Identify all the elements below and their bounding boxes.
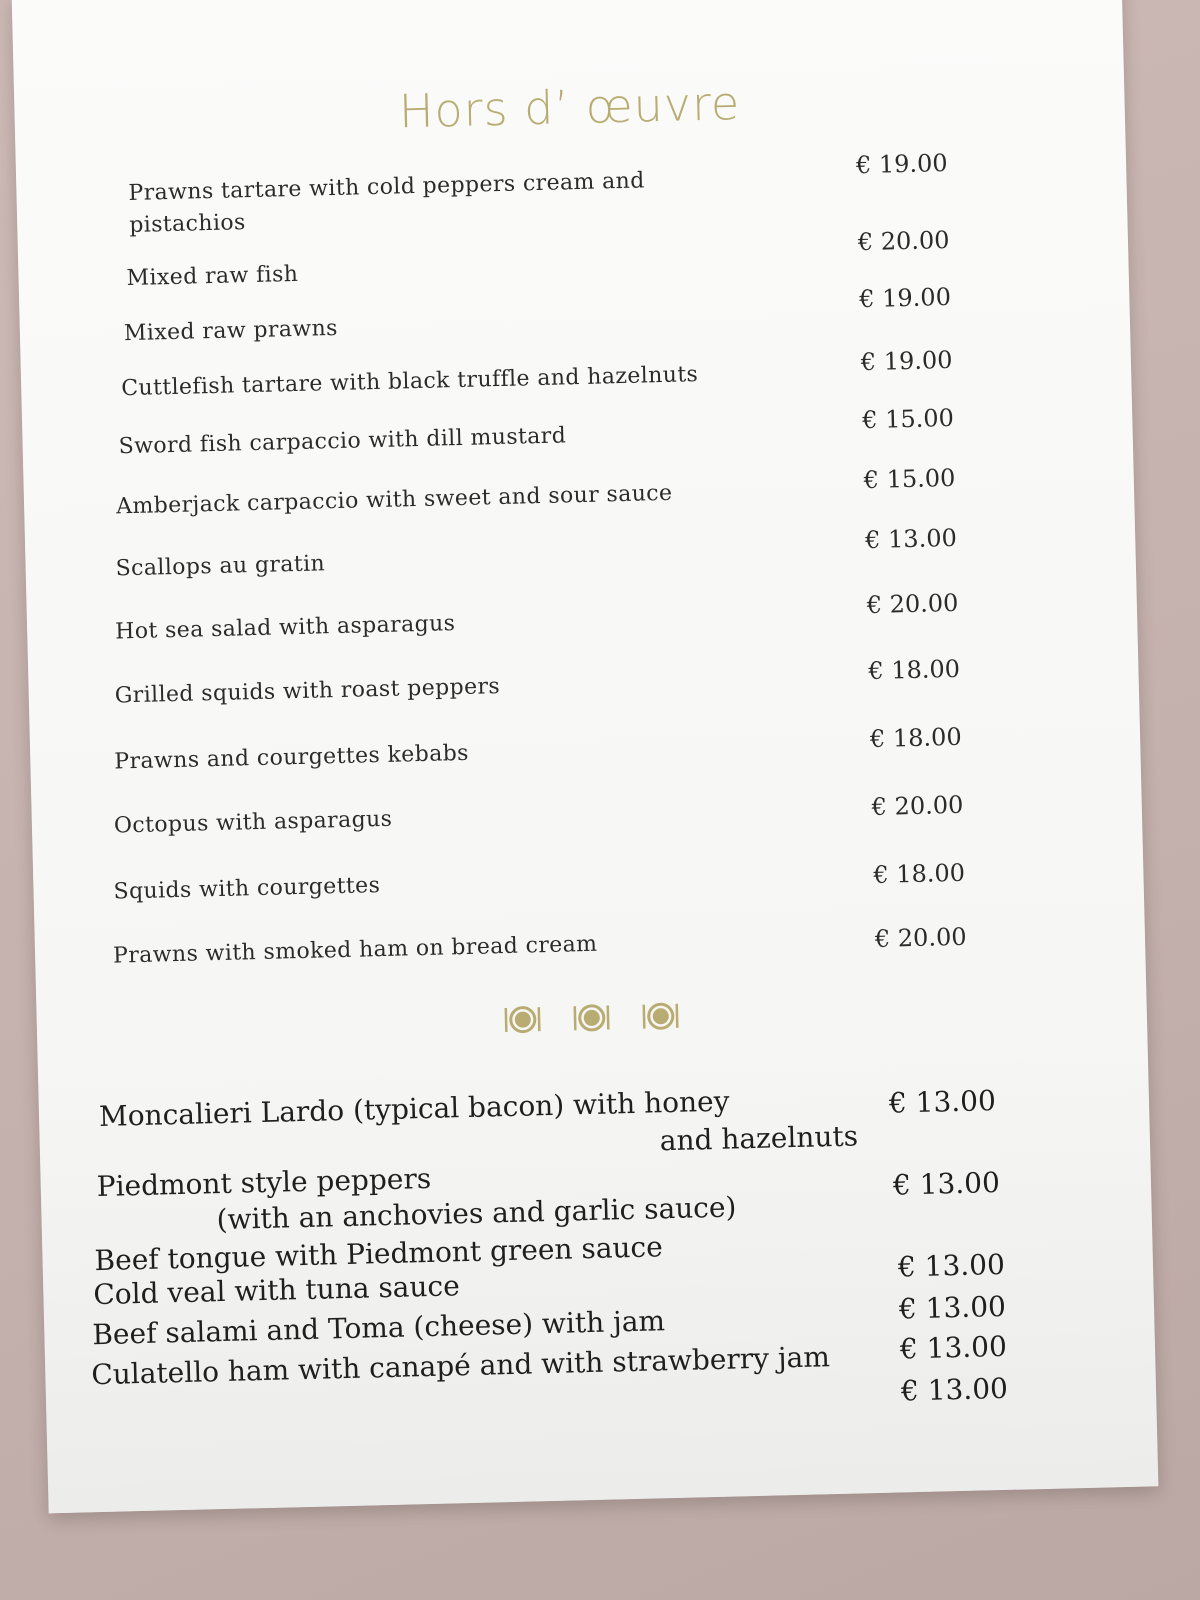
menu-item xyxy=(40,1144,1151,1237)
dish-name: Mixed raw prawns xyxy=(123,315,339,347)
dish-name: Beef salami and Toma (cheese) with jam xyxy=(91,1304,666,1352)
menu-sheet xyxy=(12,0,1159,1513)
menu-item xyxy=(16,148,1127,244)
dish-name: Mixed raw fish xyxy=(126,261,299,292)
dish-price: € 18.00 xyxy=(868,654,961,686)
dish-price: € 20.00 xyxy=(866,588,959,620)
dish-name: Prawns tartare with cold peppers cream and xyxy=(128,168,645,206)
menu-title: Hors d’ œuvre xyxy=(398,76,741,139)
dish-price: € 18.00 xyxy=(869,722,962,754)
dish-name-continued: and hazelnuts xyxy=(659,1119,859,1158)
dish-name-continued: (with an anchovies and garlic sauce) xyxy=(216,1190,737,1237)
dish-name: Cuttlefish tartare with black truffle and hazelnuts xyxy=(120,362,699,402)
dish-name: Grilled squids with roast peppers xyxy=(114,674,501,709)
dish-name: Beef tongue with Piedmont green sauce xyxy=(94,1230,664,1278)
plate-cutlery-icon xyxy=(502,1001,543,1042)
dish-price: € 13.00 xyxy=(897,1247,1006,1284)
dish-price: € 15.00 xyxy=(861,403,955,435)
dish-price: € 13.00 xyxy=(898,1289,1007,1326)
dish-price: € 20.00 xyxy=(874,922,967,953)
dish-price: € 13.00 xyxy=(888,1084,997,1120)
dish-name: Octopus with asparagus xyxy=(113,806,393,839)
plate-cutlery-icon xyxy=(571,999,612,1040)
dish-price: € 19.00 xyxy=(858,282,952,314)
dish-name: Prawns and courgettes kebabs xyxy=(114,740,470,775)
dish-name: Scallops au gratin xyxy=(115,551,326,582)
dish-name: Hot sea salad with asparagus xyxy=(114,611,456,645)
dish-name: Moncalieri Lardo (typical bacon) with honey xyxy=(98,1084,730,1133)
dish-price: € 20.00 xyxy=(857,225,950,257)
dish-price: € 13.00 xyxy=(864,523,958,555)
dish-name: Squids with courgettes xyxy=(113,873,381,905)
dish-price: € 19.00 xyxy=(860,345,953,377)
dish-name: Cold veal with tuna sauce xyxy=(93,1269,461,1312)
dish-price: € 20.00 xyxy=(871,790,964,822)
dish-price: € 19.00 xyxy=(855,148,948,180)
dish-name: Amberjack carpaccio with sweet and sour sauce xyxy=(115,480,673,520)
dish-name: Prawns with smoked ham on bread cream xyxy=(112,931,598,969)
dish-name: Piedmont style peppers xyxy=(96,1161,432,1204)
dish-price: € 13.00 xyxy=(900,1371,1009,1408)
dish-price: € 13.00 xyxy=(899,1329,1008,1366)
dish-price: € 13.00 xyxy=(892,1166,1001,1202)
dish-name: Sword fish carpaccio with dill mustard xyxy=(118,423,567,460)
dish-name: Culatello ham with canapé and with strawberry jam xyxy=(90,1340,831,1392)
dish-price: € 15.00 xyxy=(863,463,956,495)
plate-cutlery-icon xyxy=(640,998,681,1039)
dish-price: € 18.00 xyxy=(873,858,966,889)
dish-name-continued: pistachios xyxy=(128,210,247,238)
